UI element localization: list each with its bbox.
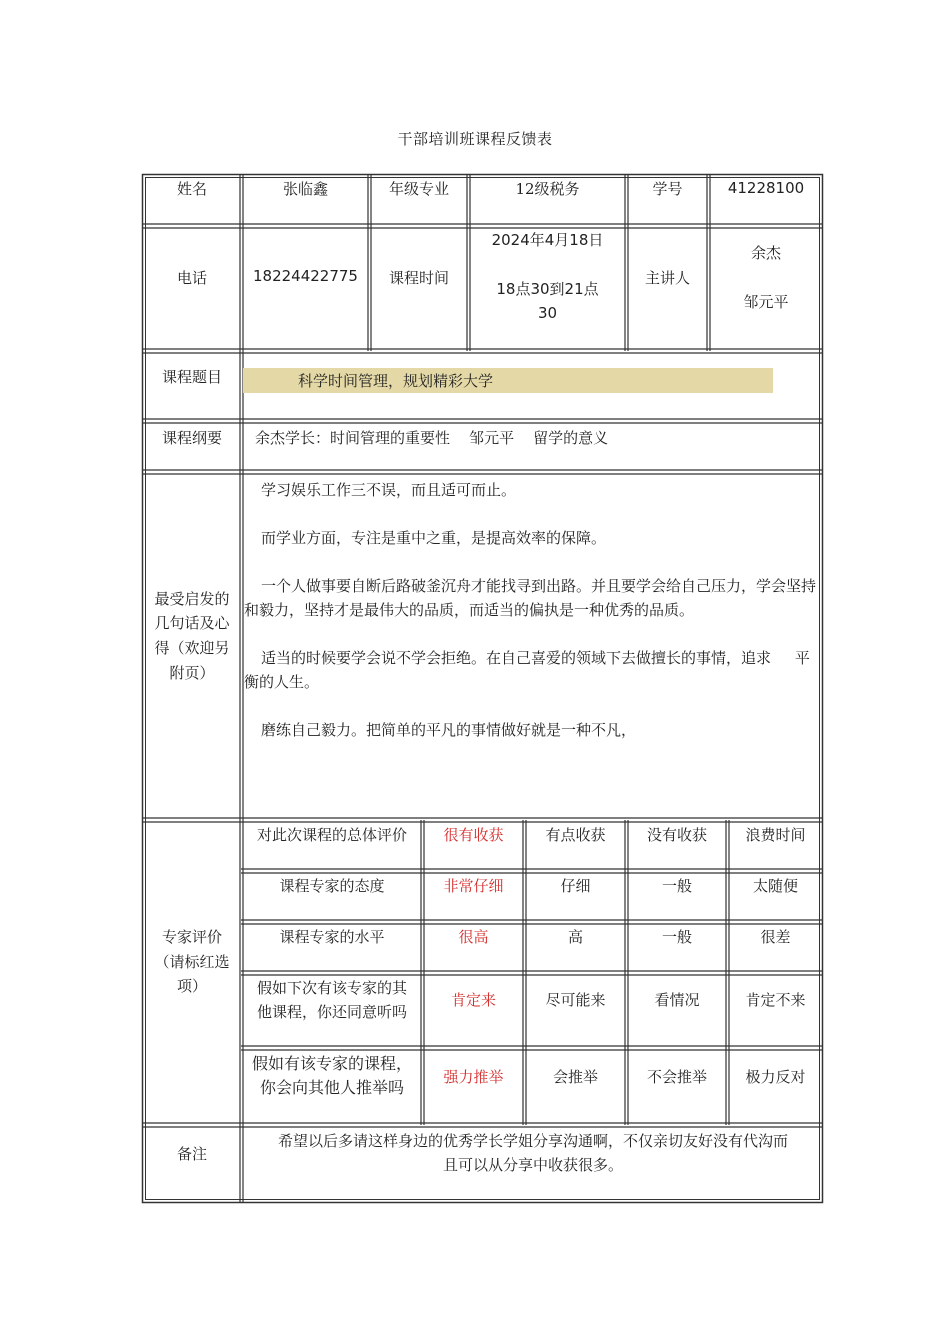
insight-paragraph: 一个人做事要自断后路破釜沉舟才能找寻到出路。并且要学会给自己压力，学会坚持和毅力，坚持才是最伟大的品质，而适当的偏执是一种优秀的品质。	[244, 577, 817, 619]
eval-question: 课程专家的态度	[279, 877, 385, 895]
eval-option[interactable]: 没有收获	[646, 826, 707, 844]
insight-paragraph: 磨练自己毅力。把简单的平凡的事情做好就是一种不凡，	[261, 721, 637, 739]
eval-option[interactable]: 肯定不来	[745, 991, 806, 1009]
eval-question-line-2: 你会向其他人推举吗	[259, 1078, 404, 1097]
page-title: 干部培训班课程反馈表	[397, 130, 553, 148]
insights-label-4: 附页）	[169, 664, 215, 682]
phone-value: 18224422775	[253, 267, 358, 285]
insights-label-3: 得（欢迎另	[154, 639, 230, 657]
topic-label: 课程题目	[161, 368, 222, 386]
name-value: 张临鑫	[282, 180, 328, 198]
lecturer-label: 主讲人	[644, 269, 690, 287]
eval-option[interactable]: 高	[567, 928, 583, 946]
topic-value: 科学时间管理，规划精彩大学	[298, 372, 494, 390]
eval-question: 对此次课程的总体评价	[256, 826, 407, 844]
outline-value: 余杰学长：时间管理的重要性 邹元平 留学的意义	[255, 429, 609, 447]
insights-label-1: 最受启发的	[154, 590, 230, 608]
eval-option[interactable]: 仔细	[560, 877, 591, 895]
insights-body	[244, 478, 820, 766]
evaluation-label-1: 专家评价	[161, 928, 222, 946]
eval-option-selected[interactable]: 很有收获	[443, 826, 504, 844]
eval-option[interactable]: 极力反对	[745, 1068, 806, 1086]
eval-option-selected[interactable]: 非常仔细	[443, 877, 504, 895]
remarks-label: 备注	[176, 1145, 207, 1163]
eval-option[interactable]: 一般	[661, 928, 692, 946]
student-id-label: 学号	[652, 180, 683, 198]
eval-question-line-1: 假如有该专家的课程，	[251, 1054, 412, 1073]
eval-question-line-1: 假如下次有该专家的其	[256, 979, 407, 997]
phone-label: 电话	[176, 269, 207, 287]
course-time-label: 课程时间	[388, 269, 449, 287]
eval-option[interactable]: 看情况	[654, 991, 700, 1009]
lecturer-1: 余杰	[750, 244, 781, 262]
evaluation-label-3: 项）	[176, 977, 207, 995]
lecturer-2: 邹元平	[743, 293, 789, 311]
insight-paragraph: 适当的时候要学会说不学会拒绝。在自己喜爱的领域下去做擅长的事情，追求 平衡的人生。	[244, 649, 810, 691]
remarks-line-1: 希望以后多请这样身边的优秀学长学姐分享沟通啊，不仅亲切友好没有代沟而	[277, 1132, 788, 1150]
course-time-line1: 2024年4月18日	[491, 231, 604, 249]
name-label: 姓名	[176, 180, 207, 198]
outline-label: 课程纲要	[161, 429, 222, 447]
eval-option[interactable]: 有点收获	[545, 826, 606, 844]
eval-option[interactable]: 会推举	[552, 1068, 598, 1086]
remarks-line-2: 且可以从分享中收获很多。	[442, 1156, 623, 1174]
insight-paragraph: 而学业方面，专注是重中之重，是提高效率的保障。	[261, 529, 607, 547]
eval-option[interactable]: 尽可能来	[545, 991, 606, 1009]
eval-question: 课程专家的水平	[279, 928, 385, 946]
eval-question-line-2: 他课程，你还同意听吗	[256, 1003, 407, 1021]
insight-paragraph: 学习娱乐工作三不误，而且适可而止。	[261, 481, 517, 499]
eval-option-selected[interactable]: 肯定来	[450, 991, 496, 1009]
student-id-value: 41228100	[727, 179, 805, 197]
major-label: 年级专业	[388, 180, 449, 198]
eval-option[interactable]: 不会推举	[646, 1068, 707, 1086]
eval-option[interactable]: 太随便	[752, 877, 798, 895]
course-time-line2: 18点30到21点	[496, 280, 599, 298]
major-value: 12级税务	[515, 180, 580, 198]
insights-label-2: 几句话及心	[154, 614, 230, 632]
eval-option[interactable]: 浪费时间	[745, 826, 806, 844]
eval-option-selected[interactable]: 很高	[458, 928, 489, 946]
eval-option-selected[interactable]: 强力推举	[443, 1068, 504, 1086]
course-time-line3: 30	[537, 304, 558, 322]
evaluation-label-2: （请标红选	[154, 953, 230, 971]
eval-option[interactable]: 很差	[760, 928, 791, 946]
eval-option[interactable]: 一般	[661, 877, 692, 895]
